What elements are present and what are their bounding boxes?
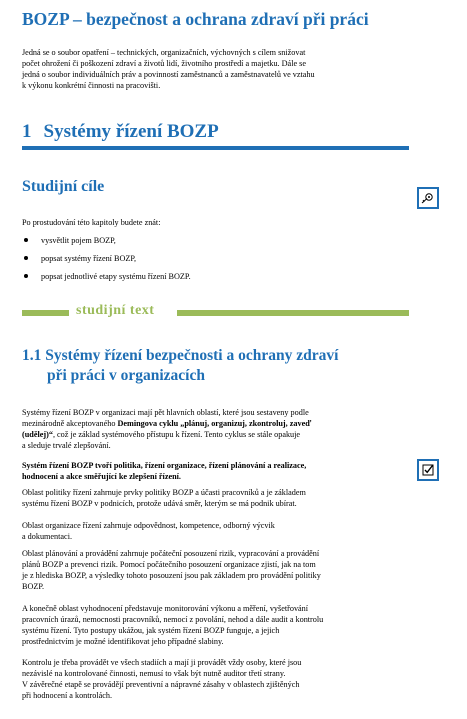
intro-line: jedná o soubor individuálních práv a povinností zaměstnanců a zaměstnavatelů ve vztahu (22, 70, 315, 79)
checkbox-icon-graphic (422, 464, 434, 476)
intro-paragraph (22, 47, 402, 91)
target-pointer-icon (417, 187, 439, 209)
intro-line: Jedná se o soubor opatření – technických, organizačních, výchovných s cílem snižovat (22, 48, 306, 57)
checkbox-icon (417, 459, 439, 481)
paragraph-3: Oblast politiky řízení zahrnuje prvky politiky BOZP a účasti pracovníků a je základem systému řízení BOZP v podnicích, protože udává směr, kterým se má podnik ubírat. (22, 488, 306, 508)
chapter-heading (22, 121, 219, 143)
study-text-band-right (177, 310, 409, 316)
intro-line: k výkonu konkrétní činnosti na pracovišti. (22, 81, 161, 90)
intro-line: počet ohrožení či poškození zdraví a životů lidí, životního prostředí a majetku. Dále se (22, 59, 306, 68)
study-text-band-left (22, 310, 69, 316)
list-item: vysvětlit pojem BOZP, (22, 235, 191, 253)
chapter-title: Systémy řízení BOZP (43, 121, 219, 142)
paragraph-4: Oblast organizace řízení zahrnuje odpovědnost, kompetence, odborný výcvik a dokumentaci. (22, 521, 275, 541)
chapter-number: 1 (22, 121, 32, 142)
study-text-band-label: studijní text (76, 303, 155, 318)
bullet-icon (24, 238, 28, 242)
list-item: popsat systémy řízení BOZP, (22, 253, 191, 271)
bullet-icon (24, 274, 28, 278)
document-title: BOZP – bezpečnost a ochrana zdraví při práci (22, 9, 369, 29)
paragraph-5: Oblast plánování a provádění zahrnuje počáteční posouzení rizik, vypracování a provádění plánů BOZP a prevenci rizik. Pomocí počátečního posouzení organizace zjistí, jak na tom je z hlediska BOZP, a výsledky tohoto posouzení jsou pak základem pro provádění politiky BOZP. (22, 549, 321, 591)
section-title-line1: Systémy řízení bezpečnosti a ochrany zdraví (45, 347, 339, 364)
paragraph-7: Kontrolu je třeba provádět ve všech stadiích a mají ji provádět vždy osoby, které jsou nezávislé na kontrolované činnosti, nemusí to však být nutně auditor třetí strany. V závěrečné etapě se provádějí preventivní a nápravné zásahy v oblastech zjištěných při hodnocení a kontrolách. (22, 658, 302, 700)
study-goals-intro: Po prostudování této kapitoly budete znát: (22, 218, 161, 227)
bullet-icon (24, 256, 28, 260)
study-goals-heading: Studijní cíle (22, 178, 105, 195)
target-pointer-icon-graphic (421, 191, 435, 205)
section-title-line2: při práci v organizacích (47, 367, 205, 384)
list-item: popsat jednotlivé etapy systému řízení BOZP. (22, 271, 191, 289)
paragraph-2-key-point: Systém řízení BOZP tvoří politika, řízení organizace, řízení plánování a realizace, hodnocení a akce směřující ke zlepšení řízení. (22, 461, 307, 481)
paragraph-6: A konečně oblast vyhodnocení představuje monitorování výkonu a měření, vyšetřování pracovních úrazů, nemocnosti pracovníků, nemocí z povolání, nehod a dále audit a kontrolu systému řízení. Tyto postupy ukážou, jak systém řízení BOZP funguje, a jejich prostřednictvím je možné identifikovat jeho případné slabiny. (22, 604, 324, 646)
section-heading (22, 346, 422, 386)
chapter-rule (22, 146, 409, 150)
study-goals-list (22, 235, 191, 289)
section-heading-line (22, 346, 422, 366)
section-number: 1.1 (22, 347, 42, 364)
paragraph-1: Systémy řízení BOZP v organizaci mají pět hlavních oblastí, které jsou sestaveny podle mezinárodně akceptovaného Demingova cyklu „plánuj, organizuj, zkontroluj, zaveď (udělej)“, což je základ systémového přístupu k řízení. Tento cyklus se stále opakuje a sleduje trvalé zlepšování. (22, 408, 312, 450)
